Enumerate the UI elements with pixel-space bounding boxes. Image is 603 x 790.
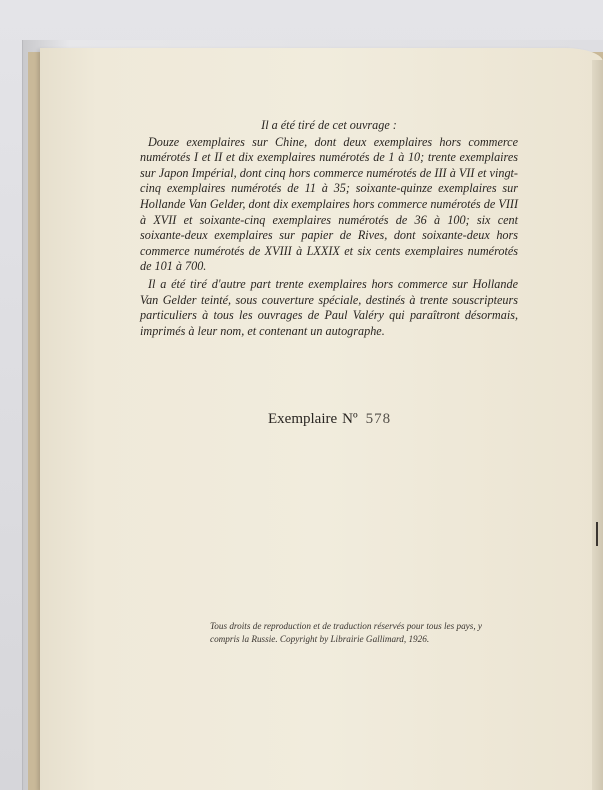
colophon-paragraph-subscribers: Il a été tiré d'autre part trente exemplaires hors commerce sur Hollande Van Gelder teinté, sous couverture spéciale, destinés à trente souscripteurs particuliers à tous les ouvrages de Paul Valéry qui paraîtront désormais, imprimés à leur nom, et contenant un autographe. xyxy=(140,276,518,338)
copy-number-line xyxy=(268,411,391,428)
copy-number-sign: Nº xyxy=(342,411,358,427)
colophon-block xyxy=(140,118,518,339)
copyright-notice: Tous droits de reproduction et de traduction réservés pour tous les pays, y compris la Russie. Copyright by Librairie Gallimard, 1926. xyxy=(210,621,482,644)
page-edge-mark xyxy=(596,522,598,546)
copy-number-value: 578 xyxy=(365,411,392,427)
copy-number-label: Exemplaire xyxy=(268,411,338,427)
colophon-paragraph-editions: Douze exemplaires sur Chine, dont deux exemplaires hors commerce numérotés I et II et dix exemplaires numérotés de 1 à 10; trente exemplaires sur Japon Impérial, dont cinq hors commerce numérotés de III à VII et vingt-cinq exemplaires numérotés de 11 à 35; soixante-quinze exemplaires sur Hollande Van Gelder, dont dix exemplaires hors commerce numérotés de VIII à XVII et soixante-cinq exemplaires numérotés de 36 à 100; six cent soixante-deux exemplaires sur papier de Rives, dont soixante-deux hors commerce numérotés de XVIII à LXXIX et six cents exemplaires numérotés de 101 à 700. xyxy=(140,134,518,274)
colophon-heading: Il a été tiré de cet ouvrage : xyxy=(261,118,397,132)
page-fold-edge xyxy=(592,60,603,790)
